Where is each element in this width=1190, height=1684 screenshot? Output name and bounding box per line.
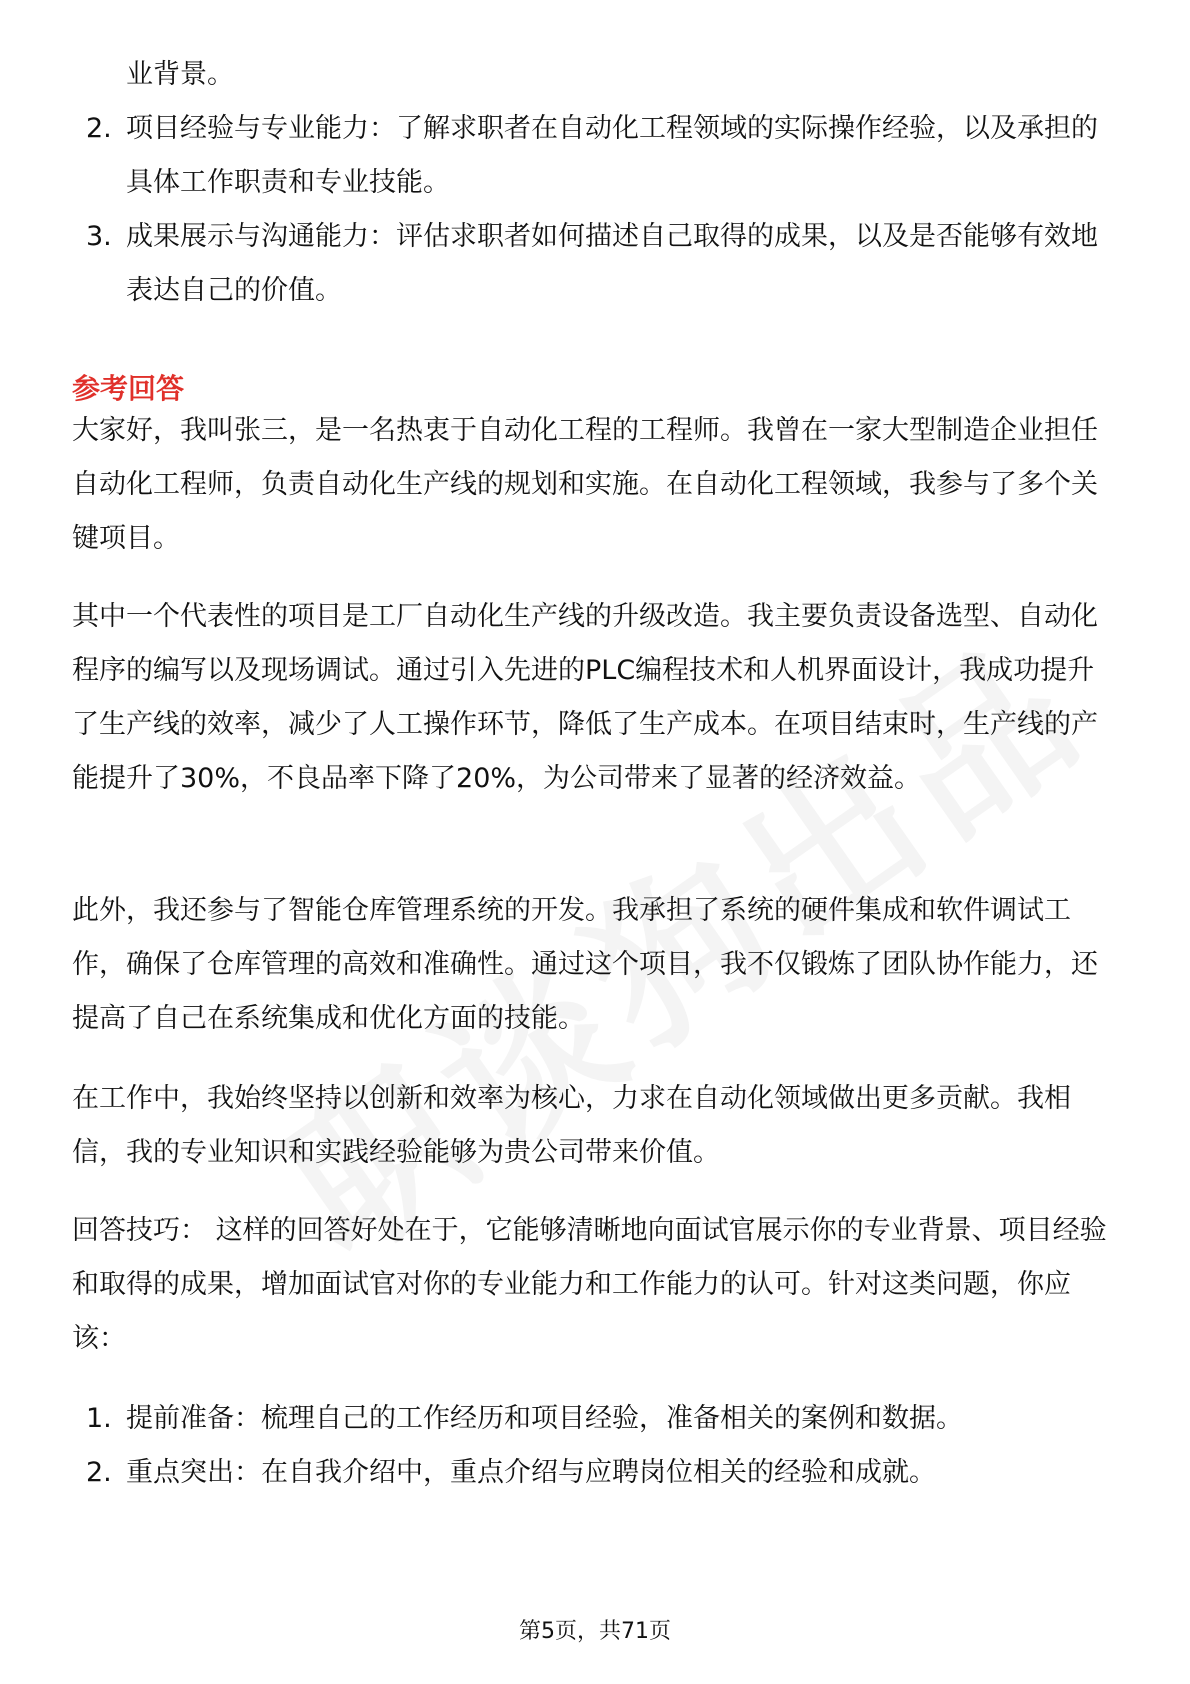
list-item bbox=[72, 102, 1118, 210]
page-number-footer: 第5页，共71页 bbox=[519, 1619, 671, 1644]
tips-paragraph: 回答技巧： 这样的回答好处在于，它能够清晰地向面试官展示你的专业背景、项目经验和取得的成果，增加面试官对你的专业能力和工作能力的认可。针对这类问题，你应该： bbox=[72, 1215, 1107, 1354]
section-heading: 参考回答 bbox=[72, 372, 185, 405]
evaluation-points-list bbox=[72, 102, 1118, 318]
list-number: 2. bbox=[86, 1457, 112, 1488]
list-item bbox=[72, 1446, 1118, 1500]
list-item bbox=[72, 210, 1118, 318]
list-item-text: 提前准备：梳理自己的工作经历和项目经验，准备相关的案例和数据。 bbox=[126, 1403, 963, 1434]
list-number: 3. bbox=[86, 221, 112, 252]
list-item-continuation: 业背景。 bbox=[126, 59, 234, 90]
list-item-text: 成果展示与沟通能力：评估求职者如何描述自己取得的成果，以及是否能够有效地表达自己的价值。 bbox=[126, 221, 1098, 306]
list-item bbox=[72, 1392, 1118, 1446]
answer-paragraph: 此外，我还参与了智能仓库管理系统的开发。我承担了系统的硬件集成和软件调试工作，确保了仓库管理的高效和准确性。通过这个项目，我不仅锻炼了团队协作能力，还提高了自己在系统集成和优化方面的技能。 bbox=[72, 895, 1098, 1034]
tips-list bbox=[72, 1392, 1118, 1500]
list-item-text: 项目经验与专业能力：了解求职者在自动化工程领域的实际操作经验，以及承担的具体工作职责和专业技能。 bbox=[126, 113, 1098, 198]
answer-paragraph: 在工作中，我始终坚持以创新和效率为核心，力求在自动化领域做出更多贡献。我相信，我的专业知识和实践经验能够为贵公司带来价值。 bbox=[72, 1083, 1071, 1168]
list-number: 2. bbox=[86, 113, 112, 144]
list-item-text: 重点突出：在自我介绍中，重点介绍与应聘岗位相关的经验和成就。 bbox=[126, 1457, 936, 1488]
answer-paragraph: 其中一个代表性的项目是工厂自动化生产线的升级改造。我主要负责设备选型、自动化程序的编写以及现场调试。通过引入先进的PLC编程技术和人机界面设计，我成功提升了生产线的效率，减少了人工操作环节，降低了生产成本。在项目结束时，生产线的产能提升了30%，不良品率下降了20%，为公司带来了显著的经济效益。 bbox=[72, 601, 1098, 794]
answer-paragraph: 大家好，我叫张三，是一名热衷于自动化工程的工程师。我曾在一家大型制造企业担任自动化工程师，负责自动化生产线的规划和实施。在自动化工程领域，我参与了多个关键项目。 bbox=[72, 415, 1098, 554]
list-number: 1. bbox=[86, 1403, 112, 1434]
